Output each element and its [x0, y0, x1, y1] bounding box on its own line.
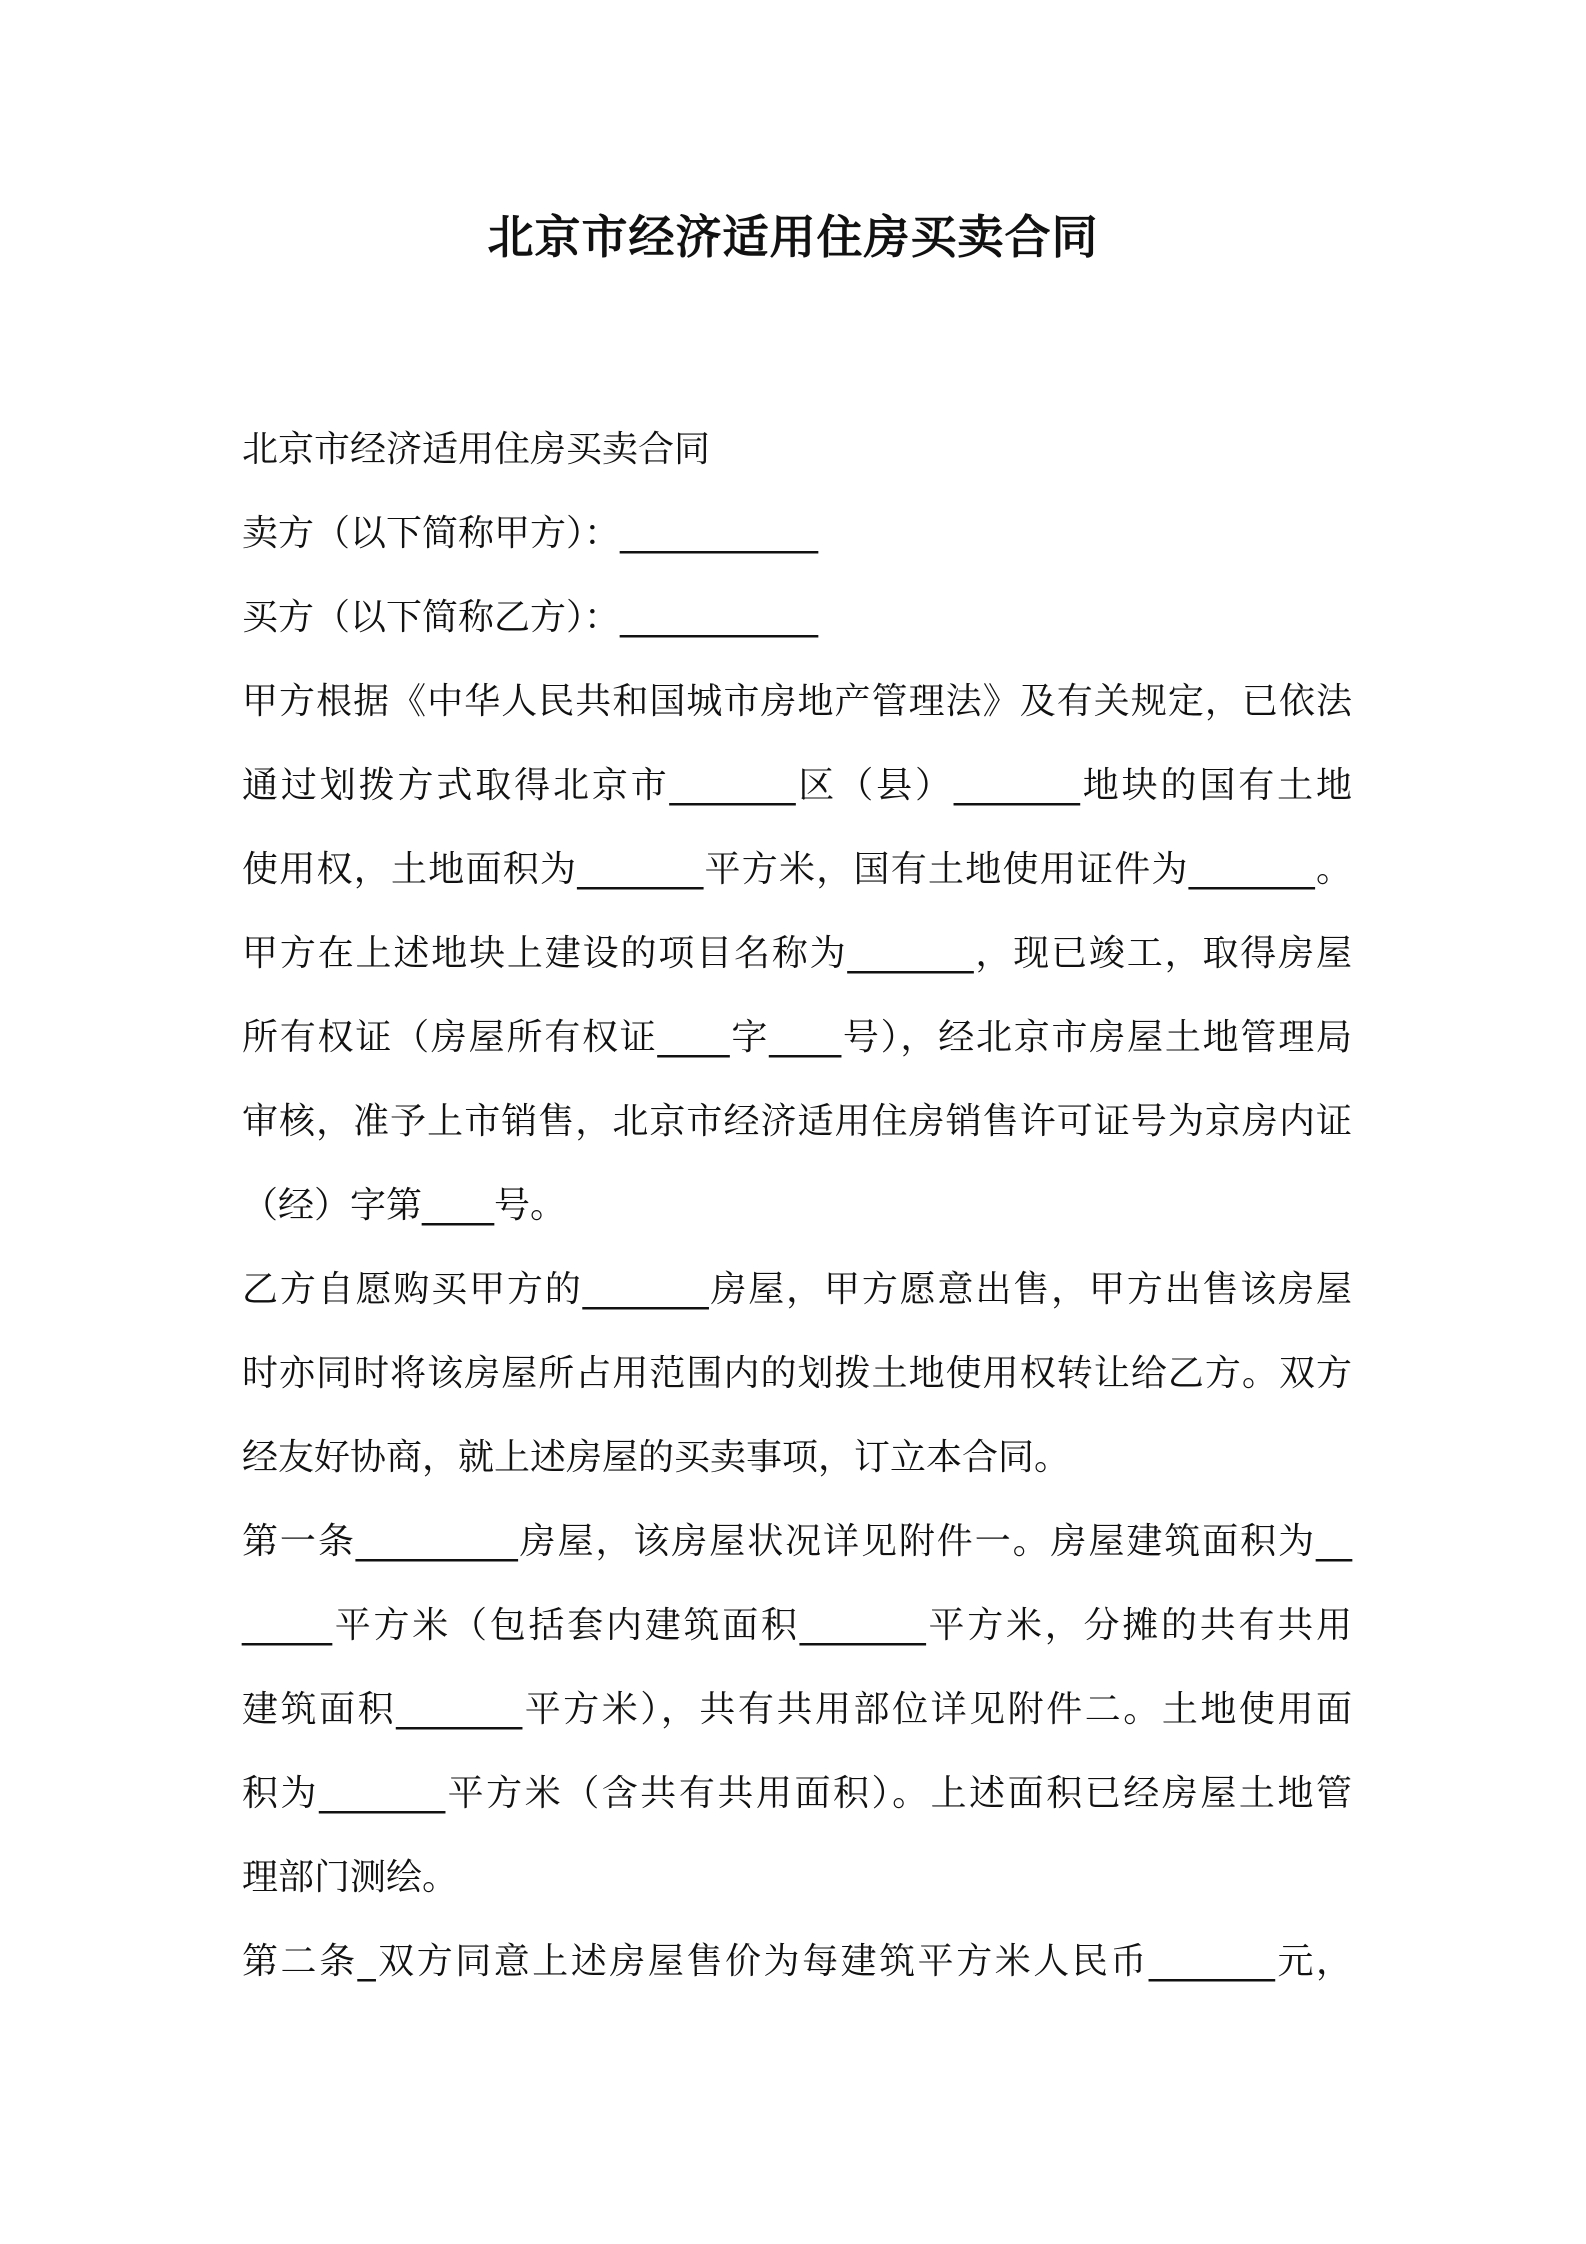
body-line: 乙方自愿购买甲方的_______房屋，甲方愿意出售，甲方出售该房屋: [242, 1269, 1352, 1310]
body-line: _____平方米（包括套内建筑面积_______平方米，分摊的共有共用: [242, 1605, 1352, 1646]
body-line: 甲方在上述地块上建设的项目名称为_______，现已竣工，取得房屋: [242, 933, 1352, 974]
body-line: 甲方根据《中华人民共和国城市房地产管理法》及有关规定，已依法: [242, 681, 1352, 722]
document-title: 北京市经济适用住房买卖合同: [487, 210, 1099, 264]
contract-body: [242, 408, 1352, 2004]
article-one-line: 第一条_________房屋，该房屋状况详见附件一。房屋建筑面积为__: [242, 1521, 1352, 1562]
body-line: 积为_______平方米（含共有共用面积）。上述面积已经房屋土地管: [242, 1773, 1352, 1814]
body-line: 建筑面积_______平方米），共有共用部位详见附件二。土地使用面: [242, 1689, 1352, 1730]
body-line: 时亦同时将该房屋所占用范围内的划拨土地使用权转让给乙方。双方: [242, 1353, 1352, 1394]
body-line: （经）字第____号。: [242, 1185, 567, 1226]
body-line: 使用权，土地面积为_______平方米，国有土地使用证件为_______。: [242, 849, 1352, 890]
body-line-seller: 卖方（以下简称甲方）：___________: [242, 513, 819, 554]
article-two-line: 第二条_双方同意上述房屋售价为每建筑平方米人民币_______元，: [242, 1941, 1352, 1982]
body-line: 经友好协商，就上述房屋的买卖事项，订立本合同。: [242, 1437, 1071, 1478]
body-line-heading: 北京市经济适用住房买卖合同: [242, 429, 711, 470]
body-line: 审核，准予上市销售，北京市经济适用住房销售许可证号为京房内证: [242, 1101, 1352, 1142]
body-line: 所有权证（房屋所有权证____字____号），经北京市房屋土地管理局: [242, 1017, 1352, 1058]
body-line: 通过划拨方式取得北京市_______区（县）_______地块的国有土地: [242, 765, 1352, 806]
body-line-buyer: 买方（以下简称乙方）：___________: [242, 597, 819, 638]
body-line: 理部门测绘。: [242, 1857, 459, 1898]
